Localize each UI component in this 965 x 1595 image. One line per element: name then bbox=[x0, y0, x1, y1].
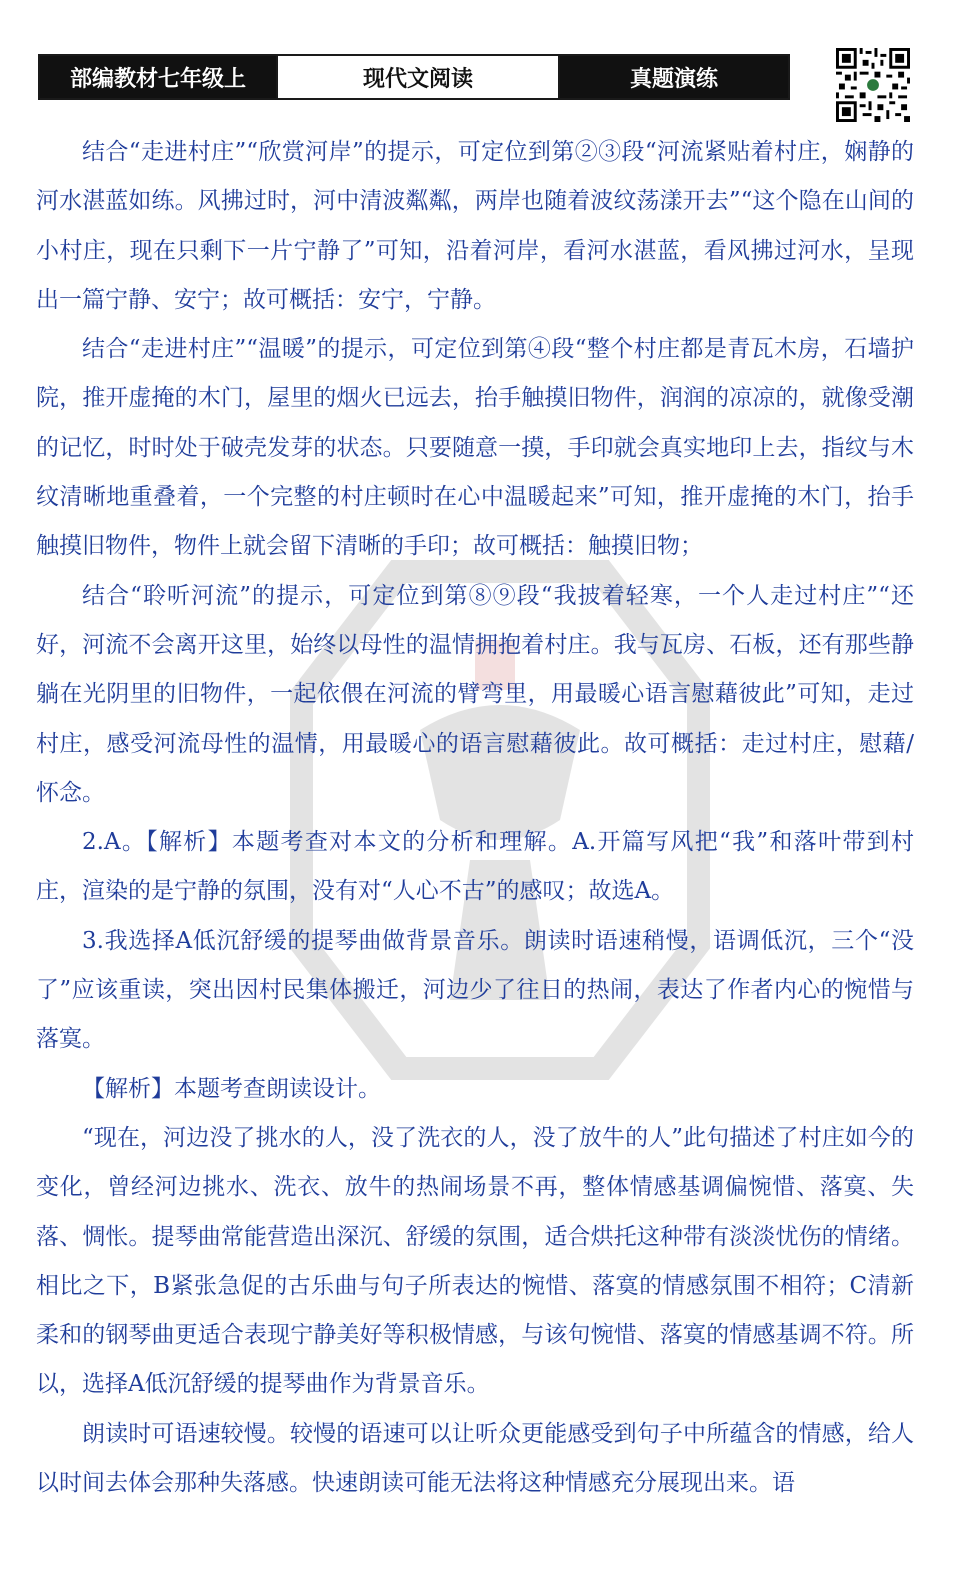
qr-code-icon bbox=[836, 48, 910, 122]
paragraph: “现在，河边没了挑水的人，没了洗衣的人，没了放牛的人”此句描述了村庄如今的变化，曾经河边挑水、洗衣、放牛的热闹场景不再，整体情感基调偏惋惜、落寞、失落、惆怅。提琴曲常能营造出深沉、舒缓的氛围，适合烘托这种带有淡淡忧伤的情绪。相比之下，B紧张急促的古乐曲与句子所表达的惋惜、落寞的情感氛围不相符；C清新柔和的钢琴曲更适合表现宁静美好等积极情感，与该句惋惜、落寞的情感基调不符。所以，选择A低沉舒缓的提琴曲作为背景音乐。 bbox=[36, 1124, 914, 1398]
paragraph: 2.A。【解析】本题考查对本文的分析和理解。A.开篇写风把“我”和落叶带到村庄，渲染的是宁静的氛围，没有对“人心不古”的感叹；故选A。 bbox=[36, 829, 914, 905]
paragraph: 结合“聆听河流”的提示，可定位到第⑧⑨段“我披着轻寒，一个人走过村庄”“还好，河流不会离开这里，始终以母性的温情拥抱着村庄。我与瓦房、石板，还有那些静躺在光阴里的旧物件，一起依偎在河流的臂弯里，用最暖心语言慰藉彼此”可知，走过村庄，感受河流母性的温情，用最暖心的语言慰藉彼此。故可概括：走过村庄，慰藉/怀念。 bbox=[36, 582, 914, 806]
paragraph: 朗读时可语速较慢。较慢的语速可以让听众更能感受到句子中所蕴含的情感，给人以时间去体会那种失落感。快速朗读可能无法将这种情感充分展现出来。语 bbox=[36, 1420, 914, 1497]
paragraph: 【解析】本题考查朗读设计。 bbox=[82, 1075, 381, 1102]
header-practice-label: 真题演练 bbox=[560, 56, 788, 98]
answer-content bbox=[36, 128, 914, 1508]
paragraph: 结合“走进村庄”“欣赏河岸”的提示，可定位到第②③段“河流紧贴着村庄，娴静的河水湛蓝如练。风拂过时，河中清波粼粼，两岸也随着波纹荡漾开去”“这个隐在山间的小村庄，现在只剩下一片宁静了”可知，沿着河岸，看河水湛蓝，看风拂过河水，呈现出一篇宁静、安宁；故可概括：安宁，宁静。 bbox=[36, 139, 914, 313]
header-bar bbox=[38, 54, 790, 100]
header-grade-label: 部编教材七年级上 bbox=[40, 56, 276, 98]
header-section-title: 现代文阅读 bbox=[276, 56, 560, 98]
paragraph: 结合“走进村庄”“温暖”的提示，可定位到第④段“整个村庄都是青瓦木房，石墙护院，推开虚掩的木门，屋里的烟火已远去，抬手触摸旧物件，润润的凉凉的，就像受潮的记忆，时时处于破壳发芽的状态。只要随意一摸，手印就会真实地印上去，指纹与木纹清晰地重叠着，一个完整的村庄顿时在心中温暖起来”可知，推开虚掩的木门，抬手触摸旧物件，物件上就会留下清晰的手印；故可概括：触摸旧物； bbox=[36, 336, 914, 560]
paragraph: 3.我选择A低沉舒缓的提琴曲做背景音乐。朗读时语速稍慢，语调低沉，三个“没了”应该重读，突出因村民集体搬迁，河边少了往日的热闹，表达了作者内心的惋惜与落寞。 bbox=[36, 927, 914, 1053]
